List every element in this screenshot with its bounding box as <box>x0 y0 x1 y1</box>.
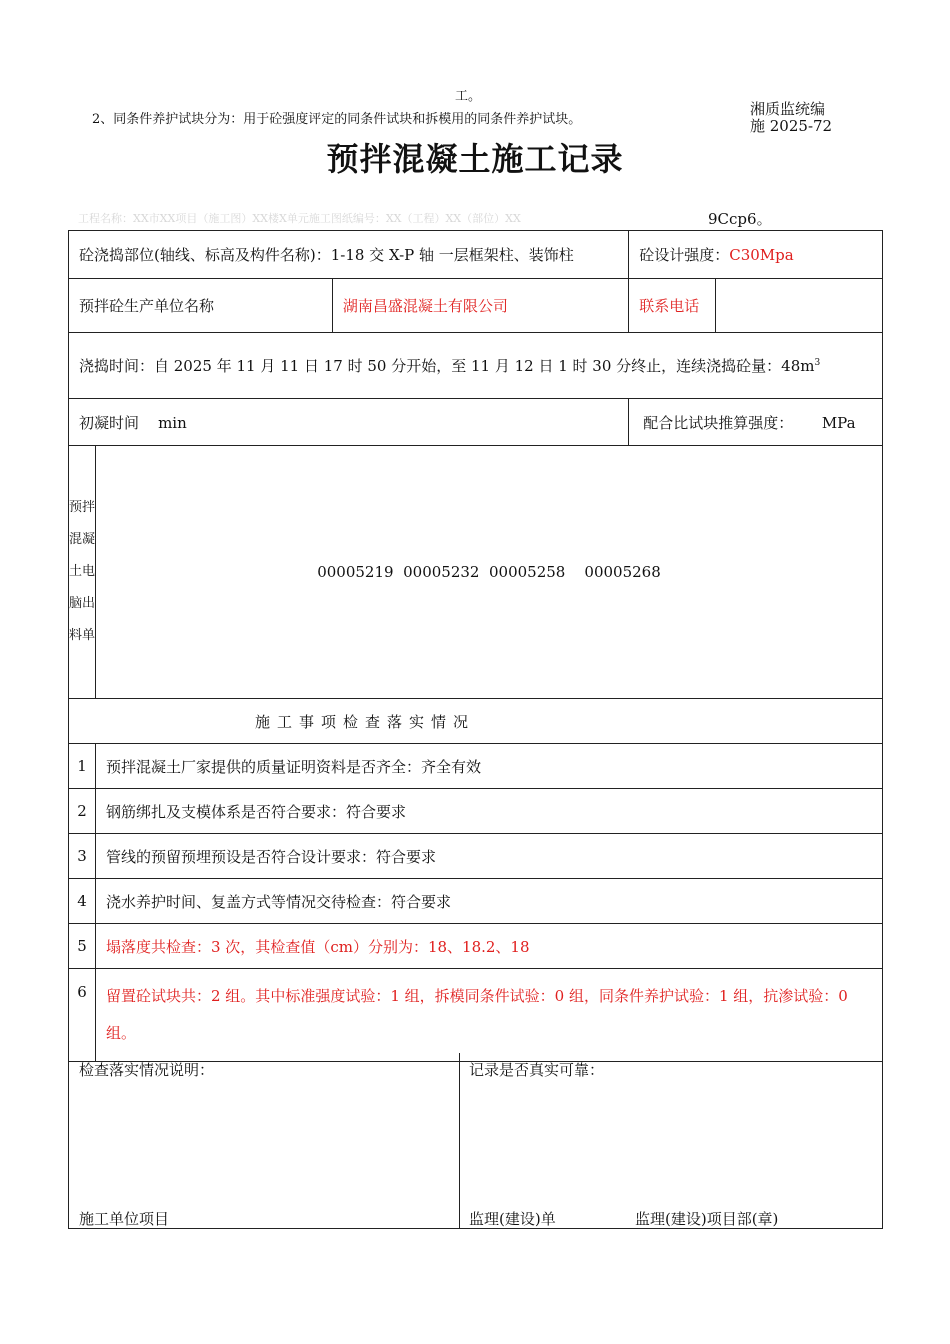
check-text: 留置砼试块共：2 组。其中标准强度试验：1 组，拆模同条件试验：0 组，同条件养护试验：1 组，抗渗试验：0 组。 <box>96 969 883 1062</box>
doc-code-line1: 湘质监统编 <box>750 100 826 118</box>
check-number: 2 <box>69 789 96 834</box>
phone-value <box>716 279 883 333</box>
check-number: 6 <box>69 969 96 1062</box>
printout-label-line: 料单 <box>69 628 96 643</box>
check-text: 浇水养护时间、复盖方式等情况交待检查：符合要求 <box>96 879 883 924</box>
serial-number: 9Ccp6。 <box>708 210 772 228</box>
footer-divider <box>459 1053 460 1228</box>
phone-label: 联系电话 <box>629 279 716 333</box>
footer-signature-area <box>68 1053 883 1229</box>
check-number: 3 <box>69 834 96 879</box>
check-text: 管线的预留预埋预设是否符合设计要求：符合要求 <box>96 834 883 879</box>
pour-location: 砼浇捣部位(轴线、标高及构件名称)：1-18 交 X-P 轴 一层框架柱、装饰柱 <box>69 231 629 279</box>
design-strength-label: 砼设计强度： <box>639 246 730 264</box>
footer-left-heading: 检查落实情况说明： <box>79 1061 215 1079</box>
check-number: 4 <box>69 879 96 924</box>
page-title: 预拌混凝土施工记录 <box>326 140 624 178</box>
printout-label <box>69 446 96 699</box>
record-table <box>68 230 883 1062</box>
design-strength-cell <box>629 231 883 279</box>
pour-time-sup: 3 <box>814 358 821 368</box>
check-number: 5 <box>69 924 96 969</box>
mix-strength: 配合比试块推算强度： MPa <box>629 399 883 446</box>
check-number: 1 <box>69 744 96 789</box>
check-text: 塌落度共检查：3 次，其检查值（cm）分别为：18、18.2、18 <box>96 924 883 969</box>
check-heading <box>69 699 883 744</box>
producer-label: 预拌砼生产单位名称 <box>69 279 333 333</box>
check-text: 钢筋绑扎及支模体系是否符合要求：符合要求 <box>96 789 883 834</box>
note-2: 2、同条件养护试块分为：用于砼强度评定的同条件试块和拆模用的同条件养护试块。 <box>92 112 582 127</box>
printout-label-line: 预拌 <box>69 500 96 515</box>
doc-code <box>750 101 832 135</box>
printout-label-line: 土电 <box>69 564 96 579</box>
printout-label-line: 脑出 <box>69 596 96 611</box>
doc-code-line2: 施 2025-72 <box>750 117 833 135</box>
check-heading-text: 施工事项检查落实情况 <box>255 712 476 731</box>
top-note: 工。 <box>455 89 482 104</box>
footer-right-heading: 记录是否真实可靠： <box>469 1061 605 1079</box>
initial-set-time: 初凝时间 min <box>69 399 629 446</box>
printout-label-line: 混凝 <box>69 532 96 547</box>
printout-numbers: 00005219 00005232 00005258 00005268 <box>96 446 883 699</box>
footer-right-sign-2: 监理(建设)项目部(章) <box>635 1210 779 1228</box>
footer-left-sign: 施工单位项目 <box>79 1210 170 1228</box>
producer-value: 湖南昌盛混凝土有限公司 <box>332 279 628 333</box>
pour-time-cell <box>69 333 883 399</box>
faint-project-line: 工程名称：XX市XX项目（施工图）XX楼X单元施工图纸编号：XX（工程）XX（部位）XX <box>78 212 521 225</box>
footer-right-sign-1: 监理(建设)单 <box>469 1210 556 1228</box>
pour-time: 浇捣时间：自 2025 年 11 月 11 日 17 时 50 分开始，至 11 月 12 日 1 时 30 分终止，连续浇捣砼量：48m <box>79 357 815 375</box>
design-strength-value: C30Mpa <box>729 246 794 264</box>
check-text: 预拌混凝土厂家提供的质量证明资料是否齐全：齐全有效 <box>96 744 883 789</box>
